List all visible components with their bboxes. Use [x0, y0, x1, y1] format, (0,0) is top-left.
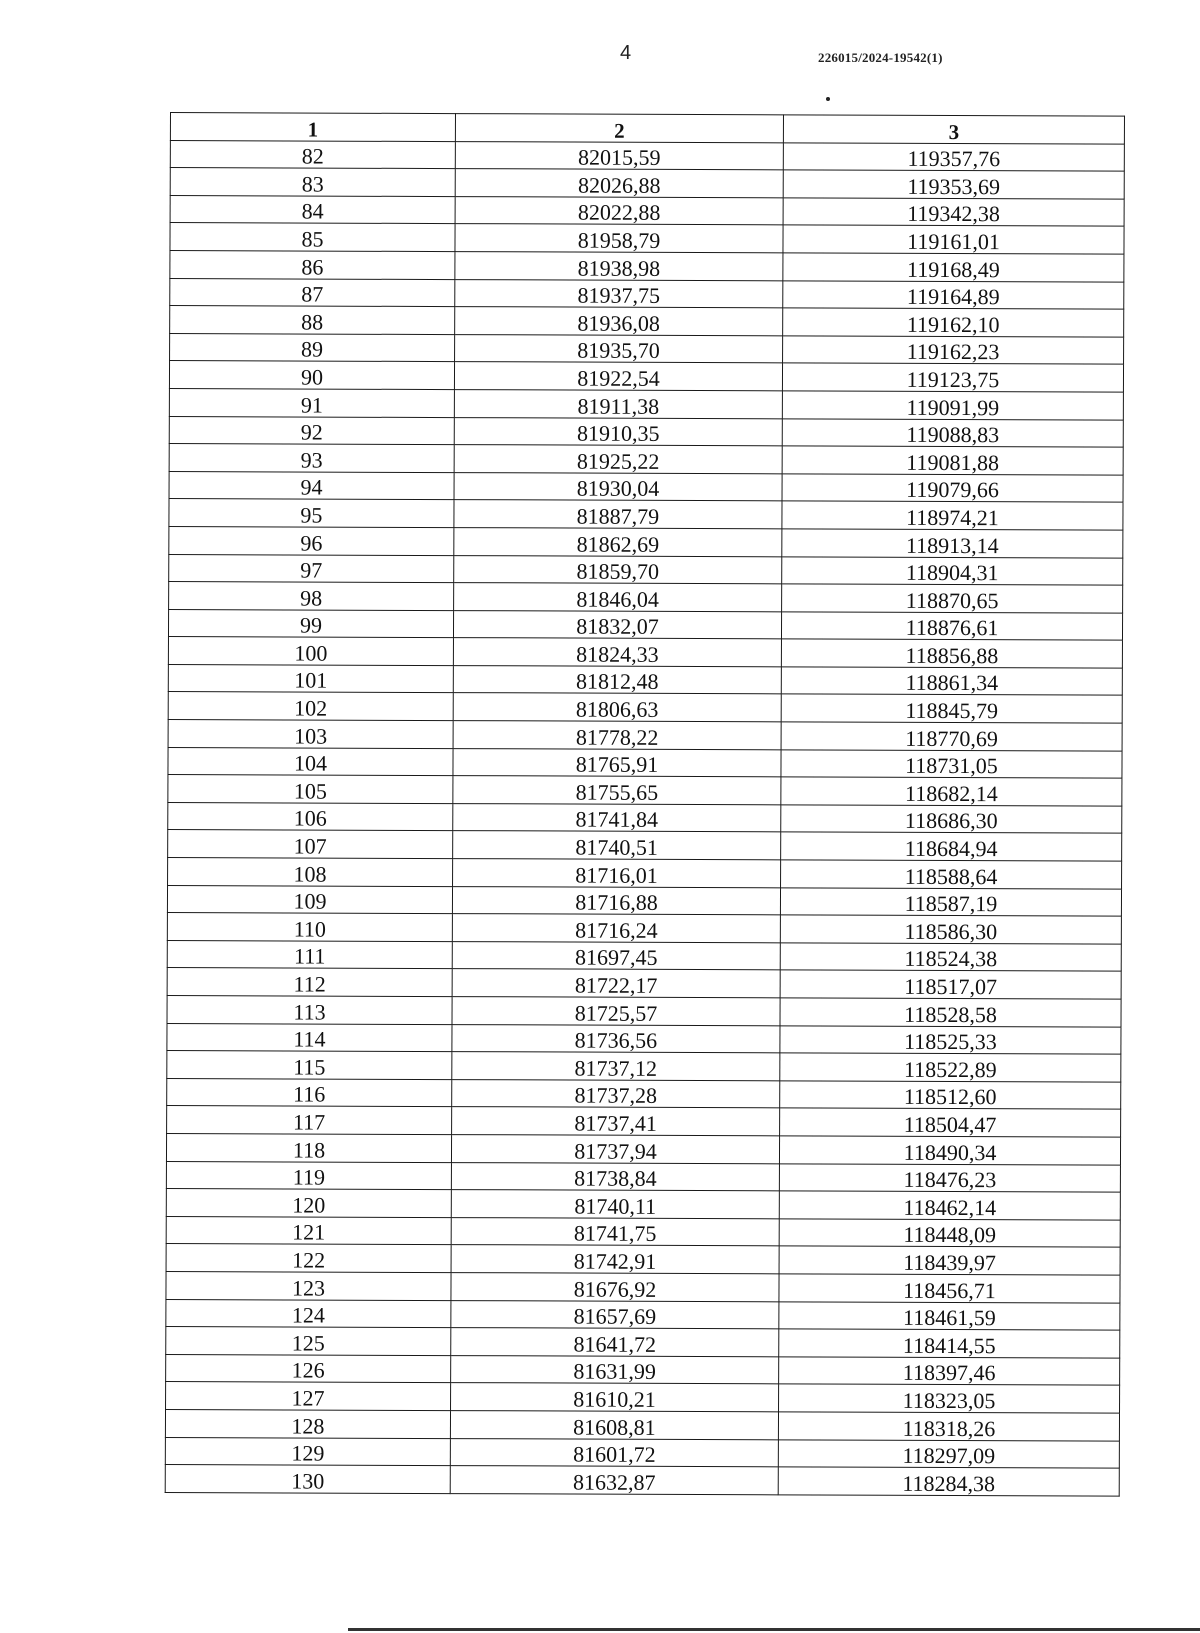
y-coordinate-cell: 118284,38	[778, 1467, 1119, 1496]
table-row	[167, 995, 1121, 1026]
x-coordinate-cell: 81846,04	[454, 583, 782, 612]
coordinates-table-container	[165, 112, 1124, 1496]
y-coordinate-cell: 119162,23	[783, 336, 1124, 365]
x-coordinate-cell: 81740,11	[451, 1190, 779, 1219]
y-coordinate-cell: 118684,94	[781, 832, 1122, 861]
y-coordinate-cell: 118517,07	[780, 970, 1121, 999]
y-coordinate-cell: 118686,30	[781, 805, 1122, 834]
point-number-cell: 102	[168, 692, 453, 721]
table-row	[169, 361, 1123, 392]
x-coordinate-cell: 81631,99	[451, 1355, 779, 1384]
table-row	[170, 250, 1124, 281]
y-coordinate-cell: 118876,61	[781, 612, 1122, 641]
y-coordinate-cell: 118504,47	[780, 1108, 1121, 1137]
point-number-cell: 127	[166, 1382, 451, 1411]
x-coordinate-cell: 81738,84	[451, 1162, 779, 1191]
y-coordinate-cell: 118731,05	[781, 750, 1122, 779]
point-number-cell: 101	[168, 664, 453, 693]
point-number-cell: 128	[165, 1409, 450, 1438]
point-number-cell: 99	[168, 609, 453, 638]
table-row	[166, 1244, 1120, 1275]
x-coordinate-cell: 81740,51	[453, 831, 781, 860]
point-number-cell: 116	[167, 1078, 452, 1107]
y-coordinate-cell: 119091,99	[782, 391, 1123, 420]
y-coordinate-cell: 118414,55	[779, 1329, 1120, 1358]
point-number-cell: 108	[168, 858, 453, 887]
x-coordinate-cell: 82026,88	[455, 169, 783, 198]
table-row	[170, 195, 1124, 226]
table-row	[169, 471, 1123, 502]
table-row	[169, 388, 1123, 419]
point-number-cell: 90	[169, 361, 454, 390]
table-row	[165, 1409, 1119, 1440]
y-coordinate-cell: 118397,46	[779, 1357, 1120, 1386]
y-coordinate-cell: 118682,14	[781, 777, 1122, 806]
x-coordinate-cell: 81958,79	[455, 224, 783, 253]
point-number-cell: 83	[170, 168, 455, 197]
point-number-cell: 113	[167, 995, 452, 1024]
x-coordinate-cell: 81862,69	[454, 527, 782, 556]
point-number-cell: 110	[167, 913, 452, 942]
y-coordinate-cell: 118318,26	[778, 1412, 1119, 1441]
column-header-1: 1	[170, 113, 455, 142]
table-row	[167, 885, 1121, 916]
x-coordinate-cell: 81806,63	[453, 693, 781, 722]
point-number-cell: 91	[169, 388, 454, 417]
x-coordinate-cell: 81657,69	[451, 1300, 779, 1329]
x-coordinate-cell: 81812,48	[453, 665, 781, 694]
y-coordinate-cell: 118845,79	[781, 694, 1122, 723]
y-coordinate-cell: 119123,75	[782, 363, 1123, 392]
y-coordinate-cell: 118904,31	[782, 556, 1123, 585]
y-coordinate-cell: 118522,89	[780, 1053, 1121, 1082]
table-row	[169, 526, 1123, 557]
table-row	[170, 278, 1124, 309]
table-row	[168, 802, 1122, 833]
x-coordinate-cell: 81737,28	[452, 1079, 780, 1108]
point-number-cell: 86	[170, 250, 455, 279]
table-row	[168, 692, 1122, 723]
column-header-2: 2	[455, 114, 783, 143]
coordinates-table	[165, 112, 1125, 1496]
x-coordinate-cell: 81722,17	[452, 969, 780, 998]
table-row	[166, 1299, 1120, 1330]
point-number-cell: 93	[169, 444, 454, 473]
x-coordinate-cell: 81716,24	[452, 914, 780, 943]
x-coordinate-cell: 81716,88	[452, 886, 780, 915]
y-coordinate-cell: 119079,66	[782, 474, 1123, 503]
y-coordinate-cell: 118323,05	[779, 1384, 1120, 1413]
x-coordinate-cell: 81859,70	[454, 555, 782, 584]
y-coordinate-cell: 118856,88	[781, 639, 1122, 668]
table-row	[168, 830, 1122, 861]
y-coordinate-cell: 119088,83	[782, 418, 1123, 447]
table-row	[169, 416, 1123, 447]
y-coordinate-cell: 118439,97	[779, 1246, 1120, 1275]
table-row	[167, 1023, 1121, 1054]
y-coordinate-cell: 118587,19	[780, 887, 1121, 916]
y-coordinate-cell: 118476,23	[779, 1163, 1120, 1192]
y-coordinate-cell: 118490,34	[779, 1136, 1120, 1165]
x-coordinate-cell: 81676,92	[451, 1273, 779, 1302]
point-number-cell: 112	[167, 968, 452, 997]
x-coordinate-cell: 82022,88	[455, 196, 783, 225]
y-coordinate-cell: 119081,88	[782, 446, 1123, 475]
x-coordinate-cell: 81887,79	[454, 500, 782, 529]
y-coordinate-cell: 118524,38	[780, 943, 1121, 972]
y-coordinate-cell: 119161,01	[783, 225, 1124, 254]
x-coordinate-cell: 81736,56	[452, 1024, 780, 1053]
y-coordinate-cell: 118586,30	[780, 915, 1121, 944]
x-coordinate-cell: 81697,45	[452, 941, 780, 970]
point-number-cell: 84	[170, 195, 455, 224]
x-coordinate-cell: 81725,57	[452, 997, 780, 1026]
point-number-cell: 122	[166, 1244, 451, 1273]
point-number-cell: 123	[166, 1271, 451, 1300]
point-number-cell: 88	[170, 306, 455, 335]
scan-dot	[826, 97, 830, 101]
page-number: 4	[620, 42, 632, 64]
y-coordinate-cell: 118588,64	[781, 860, 1122, 889]
table-row	[166, 1327, 1120, 1358]
table-row	[167, 1078, 1121, 1109]
point-number-cell: 104	[168, 747, 453, 776]
table-row	[169, 444, 1123, 475]
y-coordinate-cell: 118870,65	[782, 584, 1123, 613]
x-coordinate-cell: 81755,65	[453, 776, 781, 805]
x-coordinate-cell: 81937,75	[455, 279, 783, 308]
x-coordinate-cell: 81922,54	[454, 362, 782, 391]
table-row	[166, 1133, 1120, 1164]
table-row	[166, 1271, 1120, 1302]
point-number-cell: 111	[167, 940, 452, 969]
x-coordinate-cell: 81911,38	[454, 390, 782, 419]
table-row	[168, 664, 1122, 695]
table-row	[168, 637, 1122, 668]
y-coordinate-cell: 118461,59	[779, 1301, 1120, 1330]
point-number-cell: 85	[170, 223, 455, 252]
x-coordinate-cell: 81741,75	[451, 1217, 779, 1246]
y-coordinate-cell: 118913,14	[782, 529, 1123, 558]
table-body	[165, 140, 1124, 1496]
x-coordinate-cell: 81608,81	[450, 1410, 778, 1439]
table-row	[170, 306, 1124, 337]
point-number-cell: 124	[166, 1299, 451, 1328]
table-row	[168, 609, 1122, 640]
table-row	[167, 1051, 1121, 1082]
x-coordinate-cell: 81936,08	[455, 307, 783, 336]
point-number-cell: 115	[167, 1051, 452, 1080]
table-row	[169, 554, 1123, 585]
table-row	[170, 140, 1124, 171]
table-row	[165, 1437, 1119, 1468]
point-number-cell: 87	[170, 278, 455, 307]
x-coordinate-cell: 81610,21	[451, 1383, 779, 1412]
point-number-cell: 98	[169, 582, 454, 611]
y-coordinate-cell: 118462,14	[779, 1191, 1120, 1220]
y-coordinate-cell: 118297,09	[778, 1439, 1119, 1468]
table-row	[166, 1216, 1120, 1247]
point-number-cell: 121	[166, 1216, 451, 1245]
table-row	[166, 1161, 1120, 1192]
x-coordinate-cell: 81930,04	[454, 472, 782, 501]
table-row	[166, 1189, 1120, 1220]
y-coordinate-cell: 118974,21	[782, 501, 1123, 530]
y-coordinate-cell: 118448,09	[779, 1219, 1120, 1248]
y-coordinate-cell: 118528,58	[780, 998, 1121, 1027]
point-number-cell: 114	[167, 1023, 452, 1052]
point-number-cell: 94	[169, 471, 454, 500]
x-coordinate-cell: 81641,72	[451, 1328, 779, 1357]
table-header-row	[170, 113, 1124, 144]
x-coordinate-cell: 81832,07	[453, 610, 781, 639]
point-number-cell: 120	[166, 1189, 451, 1218]
y-coordinate-cell: 119162,10	[783, 308, 1124, 337]
point-number-cell: 109	[167, 885, 452, 914]
point-number-cell: 97	[169, 554, 454, 583]
document-reference: 226015/2024-19542(1)	[818, 50, 943, 65]
x-coordinate-cell: 81824,33	[453, 638, 781, 667]
table-row	[165, 1465, 1119, 1496]
point-number-cell: 103	[168, 720, 453, 749]
table-row	[168, 858, 1122, 889]
x-coordinate-cell: 81938,98	[455, 252, 783, 281]
x-coordinate-cell: 81632,87	[450, 1466, 778, 1495]
x-coordinate-cell: 81910,35	[454, 417, 782, 446]
table-row	[167, 913, 1121, 944]
table-row	[169, 499, 1123, 530]
table-row	[168, 720, 1122, 751]
x-coordinate-cell: 81741,84	[453, 803, 781, 832]
point-number-cell: 118	[166, 1133, 451, 1162]
x-coordinate-cell: 81716,01	[453, 859, 781, 888]
y-coordinate-cell: 119168,49	[783, 253, 1124, 282]
y-coordinate-cell: 118512,60	[780, 1081, 1121, 1110]
table-row	[167, 1106, 1121, 1137]
y-coordinate-cell: 119342,38	[783, 198, 1124, 227]
point-number-cell: 89	[170, 333, 455, 362]
table-row	[167, 940, 1121, 971]
point-number-cell: 96	[169, 526, 454, 555]
y-coordinate-cell: 118861,34	[781, 667, 1122, 696]
table-row	[168, 775, 1122, 806]
point-number-cell: 105	[168, 775, 453, 804]
y-coordinate-cell: 118456,71	[779, 1274, 1120, 1303]
x-coordinate-cell: 81925,22	[454, 445, 782, 474]
table-row	[170, 333, 1124, 364]
x-coordinate-cell: 82015,59	[455, 141, 783, 170]
y-coordinate-cell: 119357,76	[783, 142, 1124, 171]
x-coordinate-cell: 81935,70	[455, 334, 783, 363]
table-row	[166, 1382, 1120, 1413]
point-number-cell: 107	[168, 830, 453, 859]
point-number-cell: 92	[169, 416, 454, 445]
table-row	[170, 168, 1124, 199]
x-coordinate-cell: 81737,12	[452, 1052, 780, 1081]
table-row	[169, 582, 1123, 613]
point-number-cell: 106	[168, 802, 453, 831]
point-number-cell: 129	[165, 1437, 450, 1466]
scan-edge-line	[348, 1628, 1200, 1631]
table-row	[167, 968, 1121, 999]
x-coordinate-cell: 81778,22	[453, 721, 781, 750]
point-number-cell: 117	[167, 1106, 452, 1135]
point-number-cell: 126	[166, 1354, 451, 1383]
y-coordinate-cell: 119353,69	[783, 170, 1124, 199]
table-row	[168, 747, 1122, 778]
x-coordinate-cell: 81737,41	[452, 1107, 780, 1136]
column-header-3: 3	[783, 115, 1124, 144]
x-coordinate-cell: 81737,94	[451, 1135, 779, 1164]
y-coordinate-cell: 118525,33	[780, 1025, 1121, 1054]
x-coordinate-cell: 81765,91	[453, 748, 781, 777]
x-coordinate-cell: 81742,91	[451, 1245, 779, 1274]
point-number-cell: 119	[166, 1161, 451, 1190]
y-coordinate-cell: 118770,69	[781, 722, 1122, 751]
point-number-cell: 125	[166, 1327, 451, 1356]
table-row	[170, 223, 1124, 254]
point-number-cell: 130	[165, 1465, 450, 1494]
y-coordinate-cell: 119164,89	[783, 280, 1124, 309]
point-number-cell: 95	[169, 499, 454, 528]
point-number-cell: 100	[168, 637, 453, 666]
point-number-cell: 82	[170, 140, 455, 169]
table-row	[166, 1354, 1120, 1385]
x-coordinate-cell: 81601,72	[450, 1438, 778, 1467]
